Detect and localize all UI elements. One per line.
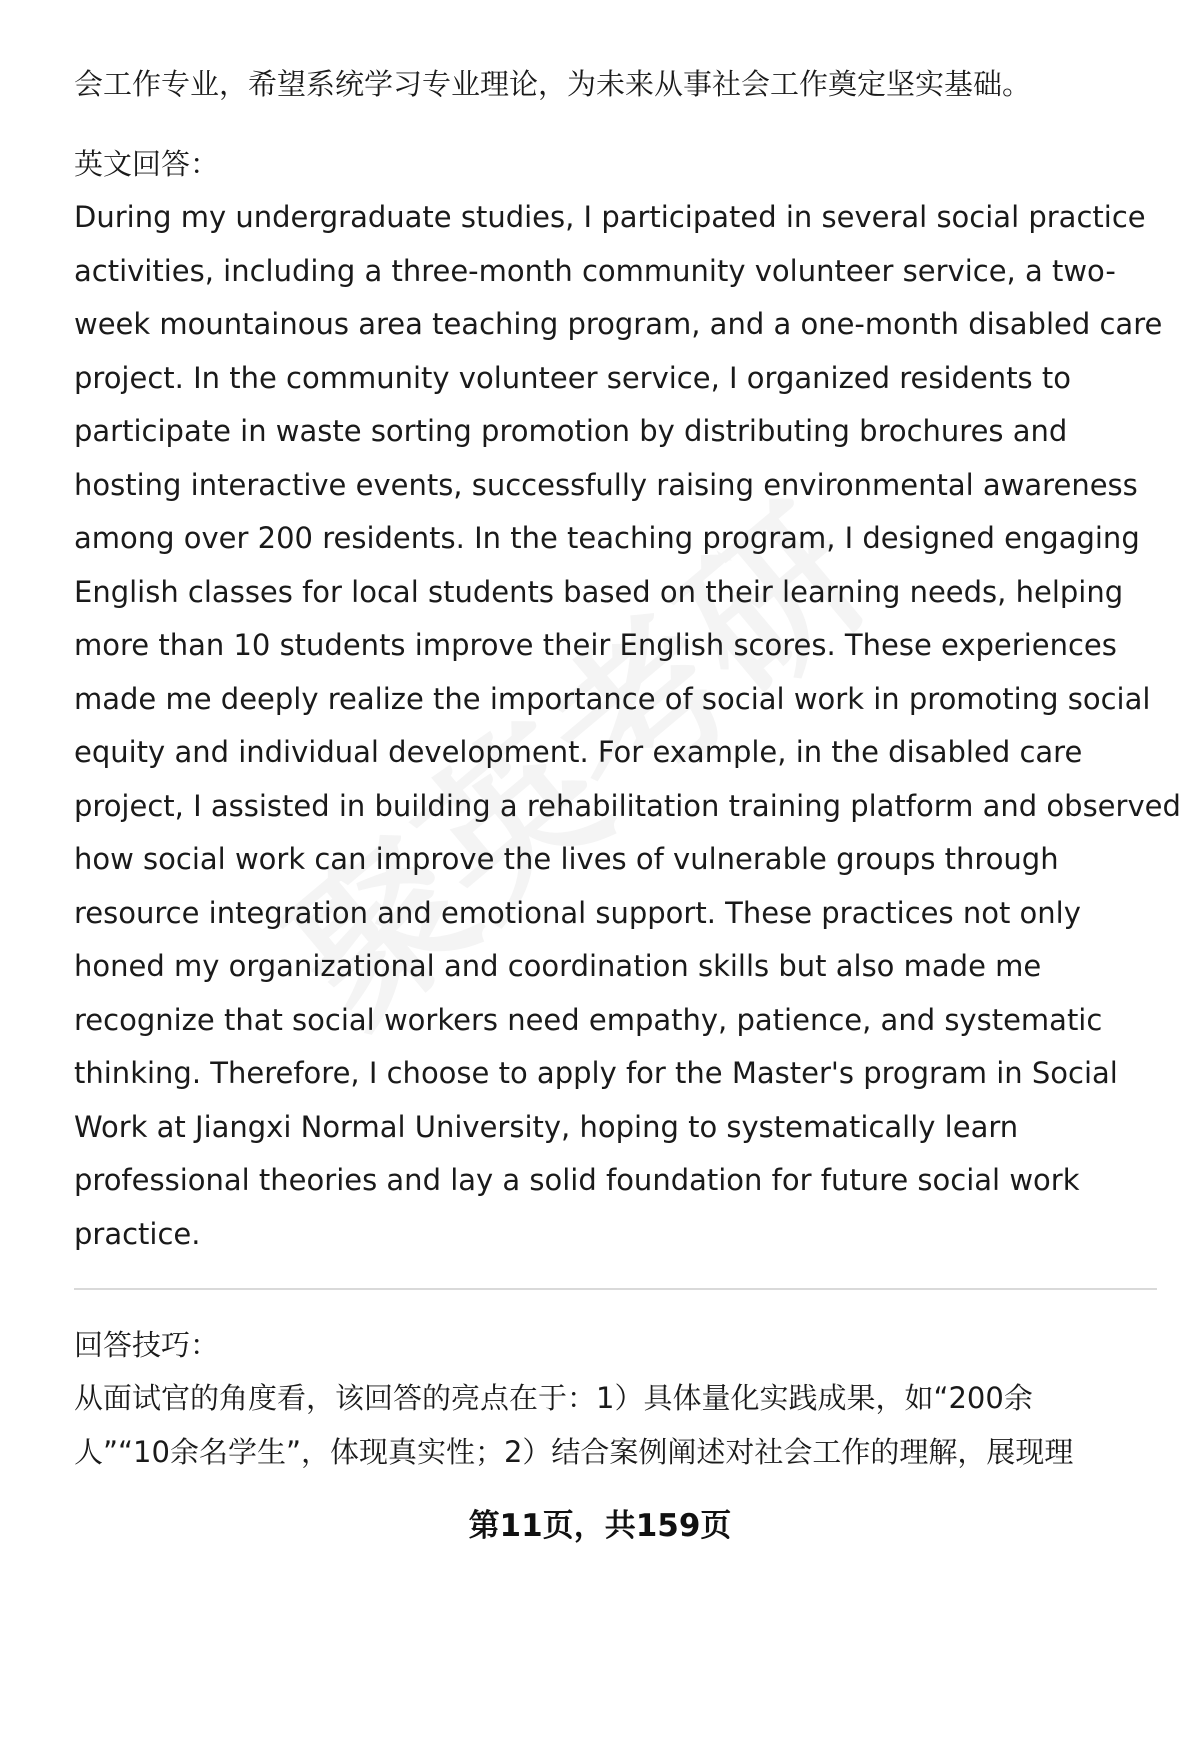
continued-chinese-line: 会工作专业，希望系统学习专业理论，为未来从事社会工作奠定坚实基础。: [74, 67, 1032, 101]
answer-tips-heading: 回答技巧：: [74, 1328, 220, 1362]
answer-line: professional theories and lay a solid foundation for future social work: [74, 1163, 1080, 1197]
answer-line: English classes for local students based on their learning needs, helping: [74, 575, 1124, 609]
answer-line: hosting interactive events, successfully raising environmental awareness: [74, 468, 1138, 502]
answer-line: project. In the community volunteer service, I organized residents to: [74, 361, 1072, 395]
tips-line: 人”“10余名学生”，体现真实性；2）结合案例阐述对社会工作的理解，展现理: [74, 1435, 1074, 1469]
tips-line: 从面试官的角度看，该回答的亮点在于：1）具体量化实践成果，如“200余: [74, 1381, 1033, 1415]
answer-line: During my undergraduate studies, I participated in several social practice: [74, 200, 1146, 234]
answer-line: practice.: [74, 1217, 201, 1251]
answer-line: participate in waste sorting promotion by distributing brochures and: [74, 414, 1068, 448]
english-answer-heading: 英文回答：: [74, 147, 220, 181]
answer-line: week mountainous area teaching program, and a one-month disabled care: [74, 307, 1163, 341]
answer-line: among over 200 residents. In the teaching program, I designed engaging: [74, 521, 1140, 555]
answer-line: Work at Jiangxi Normal University, hoping to systematically learn: [74, 1110, 1019, 1144]
page-footer: 第11页，共159页: [468, 1508, 732, 1544]
answer-line: more than 10 students improve their English scores. These experiences: [74, 628, 1117, 662]
answer-line: equity and individual development. For example, in the disabled care: [74, 735, 1083, 769]
answer-line: activities, including a three-month community volunteer service, a two-: [74, 254, 1116, 288]
answer-line: how social work can improve the lives of vulnerable groups through: [74, 842, 1059, 876]
answer-line: project, I assisted in building a rehabilitation training platform and observed: [74, 789, 1181, 823]
answer-line: recognize that social workers need empathy, patience, and systematic: [74, 1003, 1103, 1037]
answer-line: honed my organizational and coordination skills but also made me: [74, 949, 1042, 983]
answer-line: made me deeply realize the importance of social work in promoting social: [74, 682, 1151, 716]
section-divider: [74, 1288, 1157, 1290]
answer-line: thinking. Therefore, I choose to apply for the Master's program in Social: [74, 1056, 1118, 1090]
answer-line: resource integration and emotional support. These practices not only: [74, 896, 1081, 930]
